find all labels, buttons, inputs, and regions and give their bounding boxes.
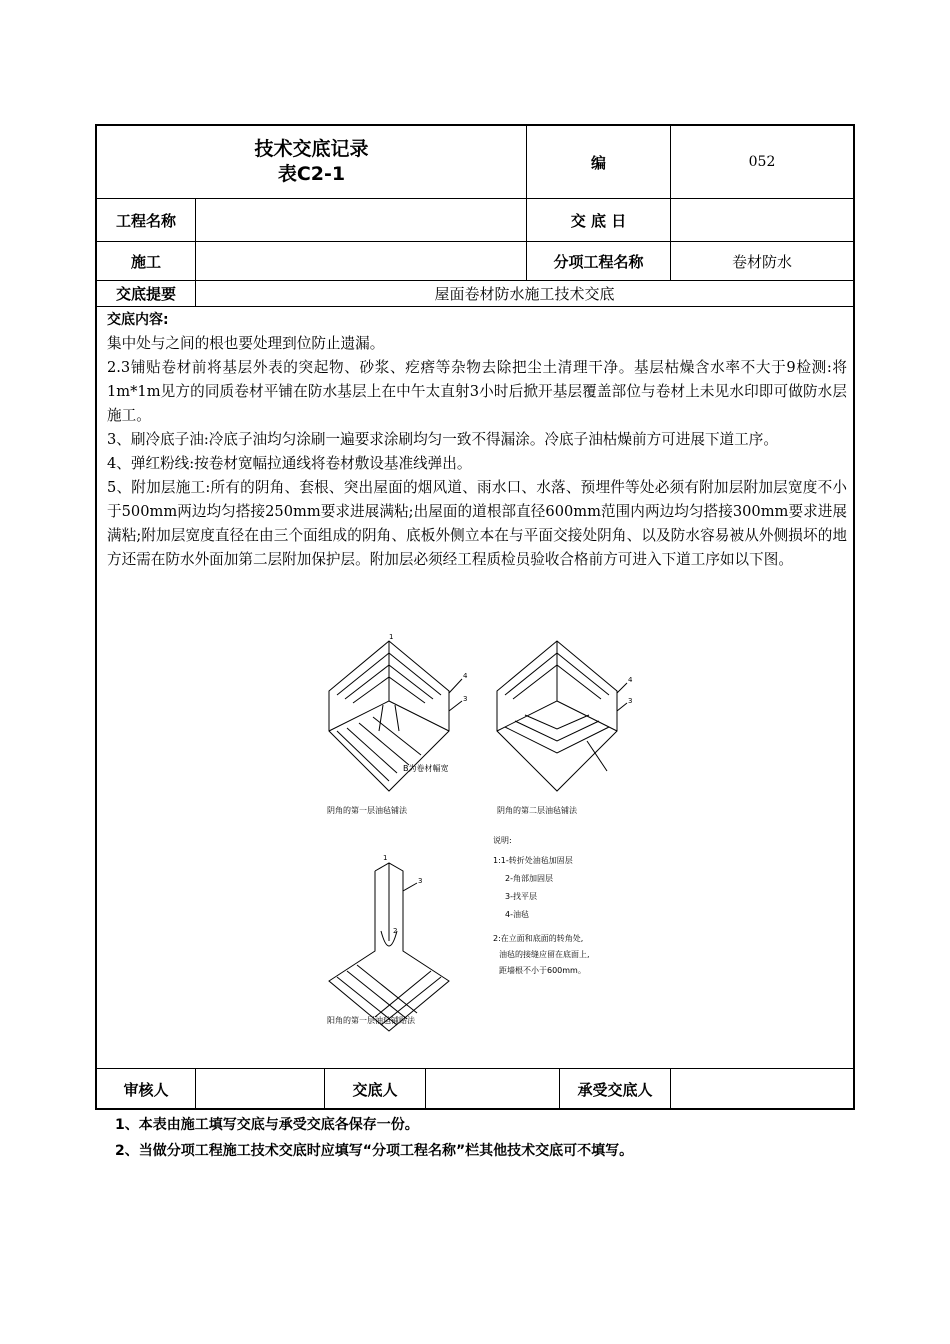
diagram-notes-title: 说明: — [493, 836, 512, 845]
form-note: 1、本表由施工填写交底与承受交底各保存一份。 — [115, 1117, 419, 1133]
caption-outside-layer1: 阳角的第一层油毡铺贴法 — [327, 1016, 415, 1025]
diagram-note: 1:1-转折处油毡加固层 — [493, 856, 573, 865]
summary-value[interactable]: 屋面卷材防水施工技术交底 — [434, 285, 615, 303]
diagram-label-num: 3 — [628, 697, 633, 705]
sub-project-label: 分项工程名称 — [553, 252, 644, 271]
form-title — [97, 126, 526, 198]
membrane-corner-diagrams — [317, 631, 647, 1051]
technical-disclosure-form — [95, 124, 855, 1110]
diagram-note: 3-找平层 — [505, 892, 537, 901]
diagram-label-num: 4 — [628, 676, 633, 684]
form-note: 2、当做分项工程施工技术交底时应填写“分项工程名称”栏其他技术交底可不填写。 — [115, 1143, 634, 1159]
form-title-line1: 技术交底记录 — [254, 138, 369, 160]
discloser-label: 交底人 — [352, 1081, 398, 1099]
diagram-note: 4-油毡 — [505, 910, 529, 919]
diagram-label-num: 1 — [389, 633, 394, 641]
diagram-inside-corner-layer2 — [497, 641, 617, 791]
disclosure-date-value[interactable] — [671, 199, 853, 241]
sub-project-value[interactable]: 卷材防水 — [731, 252, 792, 271]
content-paragraph: 4、弹红粉线:按卷材宽幅拉通线将卷材敷设基准线弹出。 — [107, 455, 472, 472]
diagram-outside-corner-layer1 — [329, 863, 449, 1031]
code-label: 编 — [590, 153, 606, 172]
discloser-value[interactable] — [426, 1069, 559, 1110]
diagram-label-num: 1 — [383, 854, 388, 862]
content-paragraph: 5、附加层施工:所有的阴角、套根、突出屋面的烟风道、雨水口、水落、预埋件等处必须有附加层附加层宽度不小于500mm两边均匀搭接250mm要求进展满粘;出屋面的道根部直径600mm范围内两边均匀搭接300mm要求进展满粘;附加层宽度直径在由三个面组成的阴角、底板外侧立本在与平面交接处阴角、以及防水容易被从外侧损坏的地方还需在防水外面加第二层附加保护层。附加层必须经工程质检员验收合格前方可进入下道工序如以下图。 — [107, 479, 847, 568]
content-paragraph: 2.3铺贴卷材前将基层外表的突起物、砂浆、疙瘩等杂物去除把尘土清理干净。基层枯燥含水率不大于9检测:将1m*1m见方的同质卷材平铺在防水基层上在中午太直射3小时后掀开基层覆盖部位与卷材上未见水印即可做防水层施工。 — [107, 359, 847, 424]
disclosure-date-label: 交 底 日 — [570, 211, 627, 230]
content-heading: 交底内容: — [107, 312, 169, 328]
disclosure-content — [107, 308, 847, 572]
caption-inside-layer2: 阴角的第二层油毡铺法 — [497, 806, 577, 815]
diagram-label-num: 4 — [463, 672, 468, 680]
b-width-note: B为卷材幅宽 — [403, 764, 449, 773]
diagram-note: 距墙根不小于600mm。 — [499, 966, 586, 975]
diagram-note: 2-角部加固层 — [505, 874, 553, 883]
row-divider — [97, 306, 853, 307]
code-value[interactable]: 052 — [748, 154, 776, 170]
form-title-line2: 表C2-1 — [277, 163, 346, 185]
construction-unit-label: 施工 — [130, 252, 161, 271]
receiver-label: 承受交底人 — [577, 1081, 653, 1099]
form-notes — [115, 1112, 633, 1164]
reviewer-label: 审核人 — [123, 1081, 169, 1099]
diagram-note: 油毡的接缝应留在底面上, — [499, 950, 590, 959]
project-name-value[interactable] — [196, 199, 526, 241]
diagram-label-num: 3 — [418, 877, 423, 885]
construction-unit-value[interactable] — [196, 242, 526, 280]
caption-inside-layer1: 阴角的第一层油毡铺法 — [327, 806, 407, 815]
diagram-label-num: 3 — [463, 695, 468, 703]
content-paragraph: 3、刷冷底子油:冷底子油均匀涂刷一遍要求涂刷均匀一致不得漏涂。冷底子油枯燥前方可进展下道工序。 — [107, 431, 778, 448]
reviewer-value[interactable] — [196, 1069, 324, 1110]
content-paragraph: 集中处与之间的根也要处理到位防止遗漏。 — [107, 335, 385, 352]
project-name-label: 工程名称 — [115, 211, 176, 230]
diagram-label-num: 2 — [393, 927, 398, 935]
receiver-value[interactable] — [671, 1069, 853, 1110]
summary-label: 交底提要 — [115, 285, 176, 303]
diagram-note: 2:在立面和底面的转角处, — [493, 934, 584, 943]
